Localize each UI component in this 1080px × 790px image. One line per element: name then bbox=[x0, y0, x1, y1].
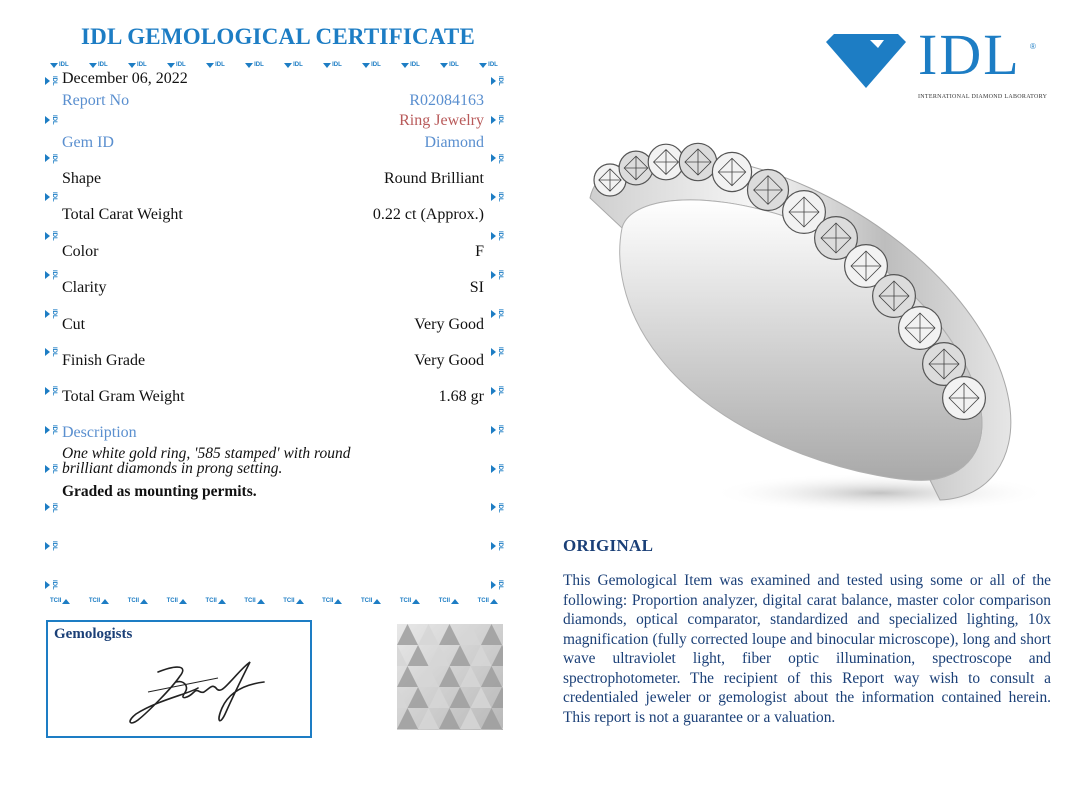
border-mark: IDL bbox=[401, 58, 420, 72]
signature-label: Gemologists bbox=[54, 626, 133, 642]
border-mark: TCII bbox=[283, 594, 303, 608]
finish-grade-label: Finish Grade bbox=[62, 352, 146, 369]
border-mark: TCII bbox=[89, 594, 109, 608]
border-mark: IDL bbox=[50, 58, 69, 72]
border-mark: IDL bbox=[167, 58, 186, 72]
logo-subtitle: INTERNATIONAL DIAMOND LABORATORY bbox=[918, 94, 1048, 100]
border-mark: IDL bbox=[323, 58, 342, 72]
border-mark: TCII bbox=[50, 594, 70, 608]
border-mark: IDL bbox=[491, 115, 503, 125]
clarity-row bbox=[62, 279, 484, 297]
idl-logo bbox=[826, 22, 1048, 104]
border-mark: IDL bbox=[45, 386, 57, 396]
border-mark: IDL bbox=[440, 58, 459, 72]
border-mark: IDL bbox=[45, 347, 57, 357]
report-no-row bbox=[62, 92, 484, 110]
original-text: This Gemological Item was examined and tested using some or all of the following: Proportion analyzer, digital carat balance, master color comparison diamonds, optical comparator, standardized and specialized lighting, 10x magnification (fully corrected loupe and binocular microscope), long and short wave ultraviolet light, fiber optic illumination, spectroscope and spectrophotometer. The recipient of this Report way wish to consult a credentialed jeweler or gemologist about the information contained herein. This report is not a guarantee or a valuation. bbox=[563, 572, 1051, 726]
border-mark: IDL bbox=[45, 154, 57, 164]
border-mark: IDL bbox=[206, 58, 225, 72]
border-mark: IDL bbox=[491, 386, 503, 396]
border-mark: IDL bbox=[45, 464, 57, 474]
original-title: ORIGINAL bbox=[563, 536, 654, 555]
border-mark: IDL bbox=[45, 541, 57, 551]
border-mark: IDL bbox=[362, 58, 381, 72]
border-mark: IDL bbox=[45, 580, 57, 590]
border-mark: IDL bbox=[491, 231, 503, 241]
border-mark: IDL bbox=[45, 76, 57, 86]
border-mark: IDL bbox=[45, 270, 57, 280]
gram-weight-label: Total Gram Weight bbox=[62, 388, 185, 405]
carat-weight-row bbox=[62, 206, 484, 224]
clarity-value: SI bbox=[469, 279, 484, 296]
border-mark: TCII bbox=[400, 594, 420, 608]
color-row bbox=[62, 243, 484, 261]
finish-grade-row bbox=[62, 352, 484, 370]
border-mark: IDL bbox=[128, 58, 147, 72]
logo-registered: ® bbox=[1030, 42, 1036, 51]
gram-weight-value: 1.68 gr bbox=[438, 388, 484, 405]
cut-label: Cut bbox=[62, 316, 86, 333]
border-left-marks bbox=[44, 72, 58, 594]
border-mark: IDL bbox=[491, 541, 503, 551]
border-mark: TCII bbox=[244, 594, 264, 608]
border-mark: TCII bbox=[478, 594, 498, 608]
border-mark: IDL bbox=[491, 309, 503, 319]
report-no-label: Report No bbox=[62, 92, 130, 109]
ring-shadow bbox=[710, 473, 1050, 513]
diamond-logo-icon bbox=[826, 34, 906, 88]
cut-row bbox=[62, 316, 484, 334]
border-mark: TCII bbox=[128, 594, 148, 608]
certificate-date: December 06, 2022 bbox=[62, 70, 188, 87]
description-line-2: brilliant diamonds in prong setting. bbox=[62, 460, 283, 477]
color-value: F bbox=[475, 243, 484, 260]
clarity-label: Clarity bbox=[62, 279, 107, 296]
certificate-title: IDL GEMOLOGICAL CERTIFICATE bbox=[81, 24, 475, 49]
border-mark: IDL bbox=[479, 58, 498, 72]
shape-row bbox=[62, 170, 484, 188]
gem-id-value: Diamond bbox=[424, 134, 484, 151]
border-mark: IDL bbox=[45, 503, 57, 513]
shape-value: Round Brilliant bbox=[384, 170, 484, 187]
border-right-marks bbox=[490, 72, 504, 594]
finish-grade-value: Very Good bbox=[414, 352, 484, 369]
border-mark: IDL bbox=[45, 309, 57, 319]
color-label: Color bbox=[62, 243, 99, 260]
border-mark: IDL bbox=[45, 192, 57, 202]
border-mark: IDL bbox=[491, 425, 503, 435]
border-mark: IDL bbox=[45, 231, 57, 241]
border-mark: TCII bbox=[361, 594, 381, 608]
border-mark: IDL bbox=[491, 192, 503, 202]
description-text bbox=[62, 446, 484, 476]
graded-note: Graded as mounting permits. bbox=[62, 483, 257, 500]
report-no-value: R02084163 bbox=[409, 92, 484, 109]
signature-scribble bbox=[118, 642, 298, 734]
gem-id-label: Gem ID bbox=[62, 134, 114, 151]
border-mark: IDL bbox=[45, 115, 57, 125]
hologram-seal bbox=[397, 624, 503, 730]
border-mark: IDL bbox=[491, 580, 503, 590]
cut-value: Very Good bbox=[414, 316, 484, 333]
border-mark: TCII bbox=[206, 594, 226, 608]
border-mark: IDL bbox=[245, 58, 264, 72]
border-mark: IDL bbox=[491, 154, 503, 164]
border-mark: IDL bbox=[491, 270, 503, 280]
border-mark: IDL bbox=[491, 76, 503, 86]
border-mark: TCII bbox=[439, 594, 459, 608]
border-mark: IDL bbox=[491, 464, 503, 474]
signature-stroke bbox=[130, 662, 264, 723]
signature-box bbox=[46, 620, 312, 738]
description-line-1: One white gold ring, '585 stamped' with round bbox=[62, 445, 351, 462]
category-label: Ring Jewelry bbox=[399, 112, 484, 129]
border-mark: TCII bbox=[167, 594, 187, 608]
logo-text: IDL bbox=[918, 22, 1021, 87]
shape-label: Shape bbox=[62, 170, 102, 187]
border-mark: IDL bbox=[45, 425, 57, 435]
border-mark: TCII bbox=[322, 594, 342, 608]
ring-photo bbox=[580, 128, 1054, 516]
gram-weight-row bbox=[62, 388, 484, 406]
border-mark: IDL bbox=[491, 503, 503, 513]
border-mark: IDL bbox=[89, 58, 108, 72]
border-mark: IDL bbox=[491, 347, 503, 357]
gem-id-row bbox=[62, 134, 484, 152]
border-mark: IDL bbox=[284, 58, 303, 72]
description-label: Description bbox=[62, 424, 137, 441]
carat-weight-value: 0.22 ct (Approx.) bbox=[372, 206, 484, 223]
carat-weight-label: Total Carat Weight bbox=[62, 206, 183, 223]
border-bottom-marks bbox=[44, 594, 504, 608]
